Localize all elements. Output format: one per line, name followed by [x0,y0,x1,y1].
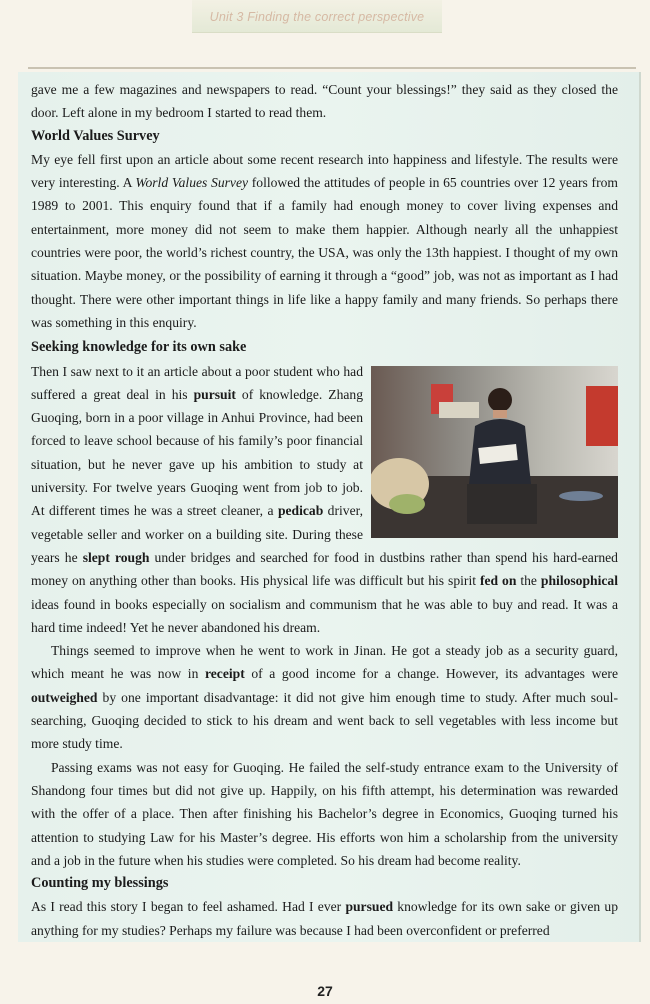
vocab-slept-rough: slept rough [82,549,150,565]
vocab-outweighed: outweighed [31,689,98,705]
heading-counting-blessings: Counting my blessings [31,875,169,892]
guoqing-story-paragraph: Then I saw next to it an article about a poor student who had suffered a great deal in his pursuit of knowledge. Zhang Guoqing, born in a poor village in Anhui Province, had been forced to leave school because of his family’s poor financial situation, but he never gave up his ambition to study at university. For twelve years Guoqing went from job to job. At different times he was a street cleaner, a pedicab driver, vegetable seller and worker on a building site. During these years he slept rough under bridges and searched for food in dustbins rather than spend his hard-earned money on anything other than books. His physical life was difficult but his spirit fed on the philosophical ideas found in books especially on socialism and communism that he was able to buy and read. It was a hard time indeed! Yet he never abandoned his dream. [31,363,618,635]
unit-header-tab [192,0,442,33]
vocab-fed-on: fed on [479,573,517,589]
vocab-philosophical: philosophical [540,573,618,589]
unit-title: Unit 3 Finding the correct perspective [209,10,425,24]
exams-paragraph: Passing exams was not easy for Guoqing. He failed the self-study entrance exam to the University of Shandong four times but did not give up. Happily, on his fifth attempt, his determination was rewarded with the offer of a place. Then after finishing his Bachelor’s degree in Economics, Guoqing turned his attention to studying Law for his Master’s degree. His efforts won him a scholarship from the university and a job in the future when his studies were completed. So his dream had become reality. [31,759,618,868]
page-number: 27 [317,983,333,999]
vocab-pursued: pursued [345,899,394,915]
article-body [31,78,618,942]
heading-world-values-survey: World Values Survey [31,127,160,144]
vocab-pedicab: pedicab [277,503,324,519]
survey-title-italic: World Values Survey [135,175,249,191]
jinan-paragraph: Things seemed to improve when he went to work in Jinan. He got a steady job as a security guard, which meant he was now in receipt of a good income for a change. However, its advantages were outweighed by one important disadvantage: it did not give him enough time to study. After much soul-searching, Guoqing decided to stick to his dream and went back to sell vegetables with less income but more study time. [31,643,618,752]
blessings-paragraph: As I read this story I began to feel ashamed. Had I ever pursued knowledge for its own sake or given up anything for my studies? Perhaps my failure was because I had been overconfident or preferred [31,899,618,938]
page-edge-shadow [28,67,636,69]
intro-paragraph: gave me a few magazines and newspapers to read. “Count your blessings!” they said as they closed the door. Left alone in my bedroom I started to read them. [31,82,618,121]
vocab-pursuit: pursuit [193,386,236,402]
student-reading-photo [371,366,618,538]
vocab-receipt: receipt [204,666,245,682]
heading-seeking-knowledge: Seeking knowledge for its own sake [31,339,247,356]
survey-paragraph: My eye fell first upon an article about some recent research into happiness and lifestyle. The results were very interesting. A World Values Survey followed the attitudes of people in 65 countries over 12 years from 1989 to 2001. This enquiry found that if a family had enough money to cover living expenses and entertainment, more money did not seem to make them happier. Although nearly all the unhappiest countries were poor, the world’s richest country, the USA, was only the 13th happiest. I thought of my own situation. Maybe money, or the possibility of earning it through a “good” job, was not as important as I had thought. There were other important things in life like a happy family and many friends. So perhaps there was something in this enquiry. [31,151,618,330]
